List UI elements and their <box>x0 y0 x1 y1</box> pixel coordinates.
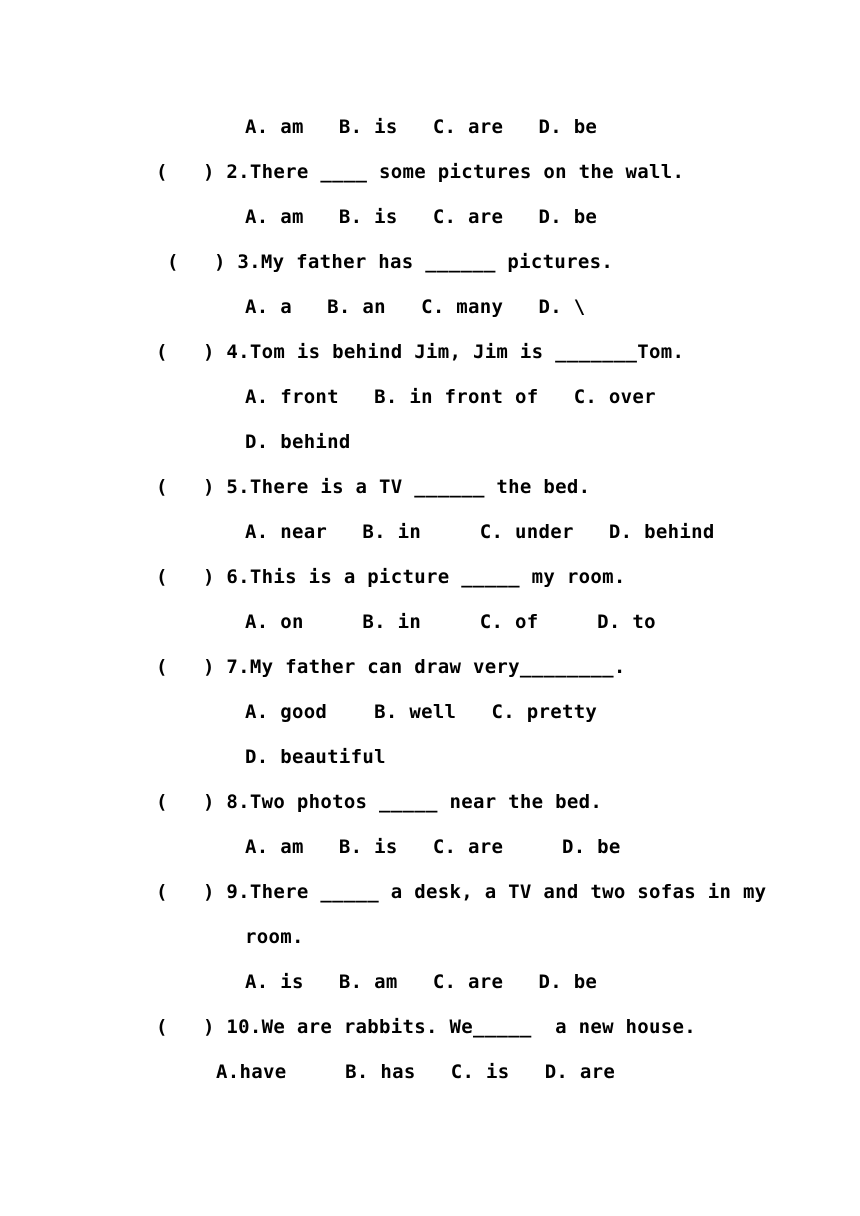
question-6: ( ) 6.This is a picture _____ my room. <box>156 566 626 588</box>
question-9: ( ) 9.There _____ a desk, a TV and two sofas in my <box>156 881 767 903</box>
question-5: ( ) 5.There is a TV ______ the bed. <box>156 476 591 498</box>
options-q5: A. near B. in C. under D. behind <box>245 521 715 543</box>
question-2: ( ) 2.There ____ some pictures on the wall. <box>156 161 685 183</box>
options-q2: A. am B. is C. are D. be <box>245 206 598 228</box>
question-7: ( ) 7.My father can draw very________. <box>156 656 626 678</box>
options-q3: A. a B. an C. many D. \ <box>245 296 586 318</box>
question-4: ( ) 4.Tom is behind Jim, Jim is _______Tom. <box>156 341 685 363</box>
options-q10: A.have B. has C. is D. are <box>216 1061 616 1083</box>
options-q1: A. am B. is C. are D. be <box>245 116 598 138</box>
options-q7: A. good B. well C. pretty <box>245 701 598 723</box>
question-10: ( ) 10.We are rabbits. We_____ a new house. <box>156 1016 696 1038</box>
options-q7-continued: D. beautiful <box>245 746 386 768</box>
options-q4: A. front B. in front of C. over <box>245 386 656 408</box>
options-q4-continued: D. behind <box>245 431 351 453</box>
options-q8: A. am B. is C. are D. be <box>245 836 621 858</box>
question-8: ( ) 8.Two photos _____ near the bed. <box>156 791 603 813</box>
options-q6: A. on B. in C. of D. to <box>245 611 656 633</box>
options-q9: A. is B. am C. are D. be <box>245 971 598 993</box>
question-3: ( ) 3.My father has ______ pictures. <box>167 251 614 273</box>
question-9-continued: room. <box>245 926 304 948</box>
